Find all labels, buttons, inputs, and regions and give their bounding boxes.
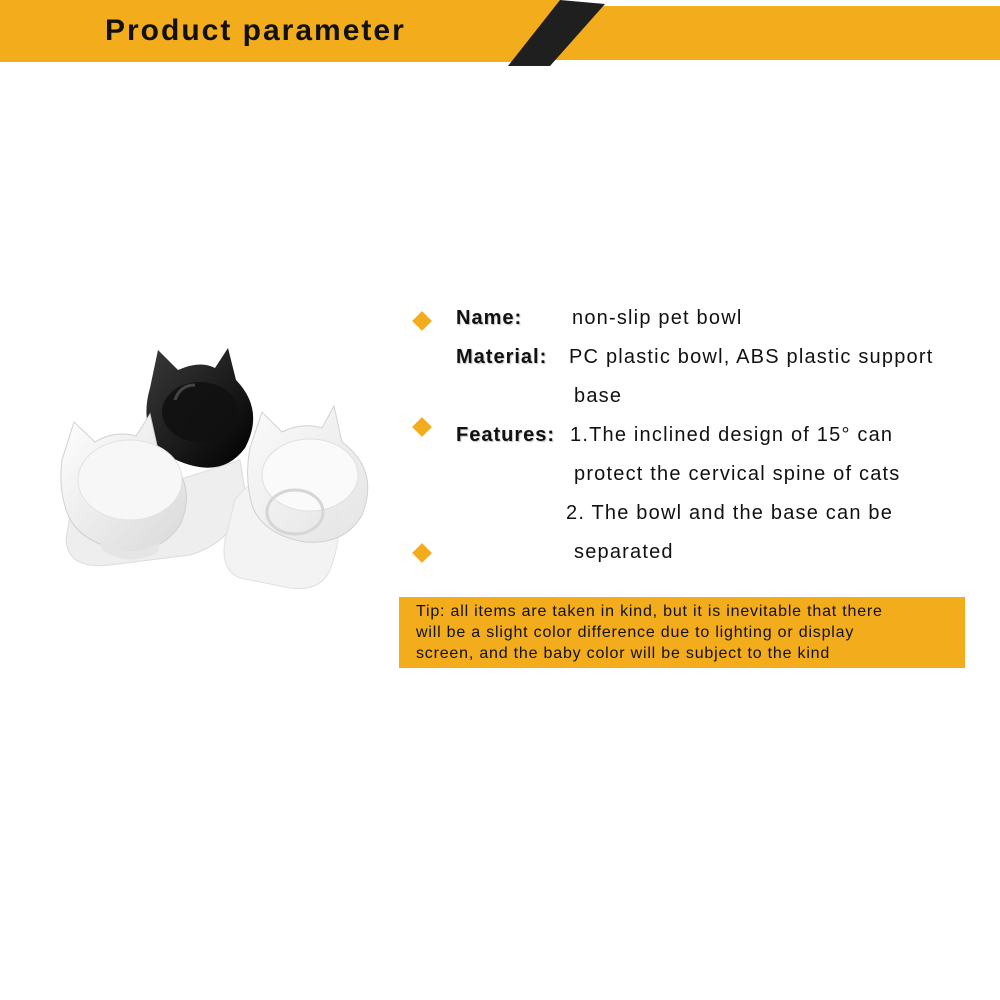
material-value-line: base (574, 385, 623, 407)
header-banner (0, 0, 1000, 70)
features-line: protect the cervical spine of cats (574, 463, 901, 485)
product-image (40, 330, 390, 610)
features-line: separated (574, 541, 674, 563)
tip-box (399, 597, 965, 668)
bullet-diamond-icon (412, 543, 432, 563)
material-label: Material: (456, 346, 548, 368)
bullet-diamond-icon (412, 417, 432, 437)
features-line: 2. The bowl and the base can be (566, 502, 894, 524)
tip-line: will be a slight color difference due to lighting or display (416, 624, 855, 641)
features-label: Features: (456, 424, 556, 446)
name-label: Name: (456, 307, 523, 329)
name-value: non-slip pet bowl (572, 307, 743, 329)
cat-bowl-set-icon (40, 330, 390, 610)
page-title: Product parameter (105, 14, 406, 47)
tip-line: Tip: all items are taken in kind, but it is inevitable that there (416, 603, 883, 620)
bullet-diamond-icon (412, 311, 432, 331)
features-line: 1.The inclined design of 15° can (570, 424, 894, 446)
material-value-line: PC plastic bowl, ABS plastic support (569, 346, 934, 368)
tip-line: screen, and the baby color will be subject to the kind (416, 645, 831, 662)
